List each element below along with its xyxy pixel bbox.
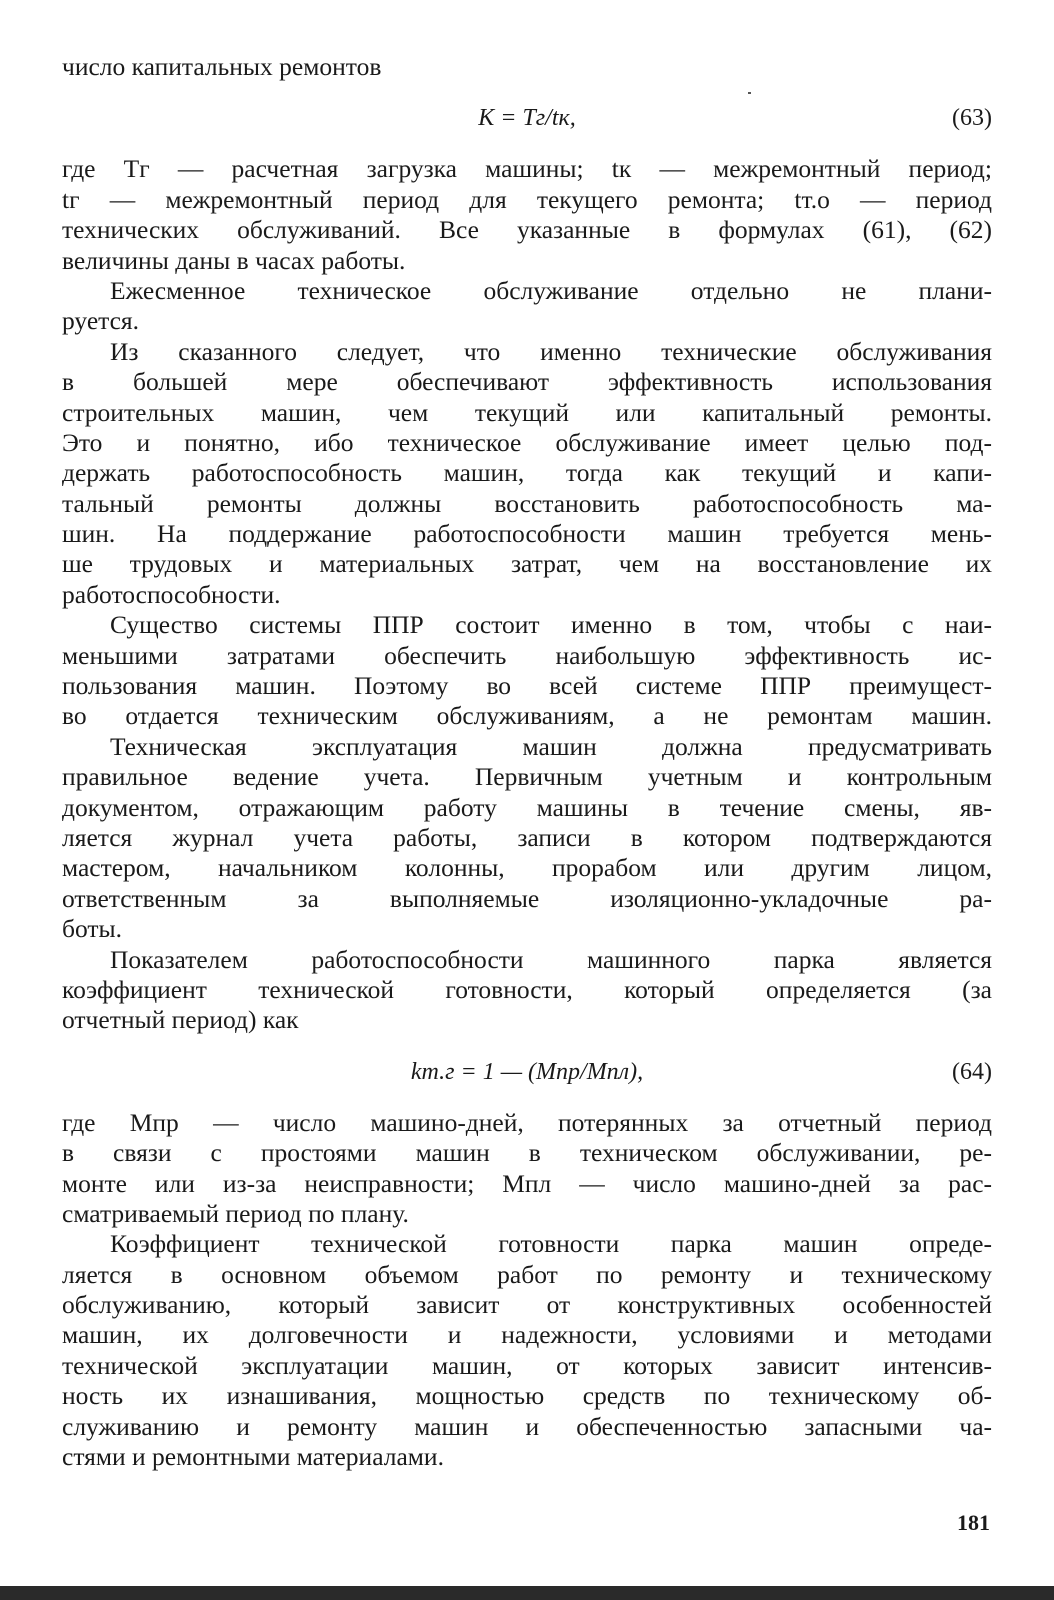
text-line: Коэффициент технической готовности парка машин опреде- — [110, 1229, 992, 1259]
text-line: где Tг — расчетная загрузка машины; tк — межремонтный период; — [62, 154, 992, 184]
text-line: правильное ведение учета. Первичным учетным и контрольным — [62, 762, 992, 792]
page-number: 181 — [957, 1510, 990, 1535]
text-line: Ежесменное техническое обслуживание отдельно не плани- — [110, 275, 992, 305]
text-line: работоспособности. — [62, 579, 281, 609]
formula-64-number: (64) — [952, 1058, 992, 1085]
text-line: ляется журнал учета работы, записи в котором подтверждаются — [62, 822, 992, 852]
text-line: технических обслуживаний. Все указанные в формулах (61), (62) — [62, 215, 992, 245]
formula-63-expression: K = Tг/tк, — [478, 105, 576, 132]
book-page-text — [62, 52, 992, 1472]
text-line: машин, их долговечности и надежности, условиями и методами — [62, 1320, 992, 1350]
paragraph-1 — [62, 154, 992, 276]
text-line: служиванию и ремонту машин и обеспеченностью запасными ча- — [62, 1411, 992, 1441]
formula-64-expression: kт.г = 1 — (Mпр/Mпл), — [410, 1058, 644, 1085]
paragraph-7 — [62, 1108, 992, 1230]
text-line: ляется в основном объемом работ по ремонту и техническому — [62, 1259, 992, 1289]
text-line: шин. На поддержание работоспособности машин требуется мень- — [62, 519, 992, 549]
paragraph-8 — [62, 1229, 992, 1472]
text-line: ше трудовых и материальных затрат, чем на восстановление их — [62, 549, 992, 579]
text-line: технической эксплуатации машин, от которых зависит интенсив- — [62, 1350, 992, 1380]
text-line: ность их изнашивания, мощностью средств по техническому об- — [62, 1381, 992, 1411]
formula-63 — [62, 100, 992, 136]
text-line: сматриваемый период по плану. — [62, 1198, 409, 1228]
text-line: строительных машин, чем текущий или капитальный ремонты. — [62, 397, 992, 427]
text-line: боты. — [62, 914, 123, 944]
paragraph-6 — [62, 945, 992, 1036]
text-line: обслуживанию, который зависит от конструктивных особенностей — [62, 1290, 992, 1320]
text-line: тальный ремонты должны восстановить работоспособность ма- — [62, 488, 992, 518]
text-line: мастером, начальником колонны, прорабом или другим лицом, — [62, 853, 992, 883]
text-line: пользования машин. Поэтому во всей системе ППР преимущест- — [62, 671, 992, 701]
paragraph-2 — [62, 276, 992, 337]
text-line: монте или из-за неисправности; Mпл — число машино-дней за рас- — [62, 1168, 992, 1198]
text-line: tг — межремонтный период для текущего ремонта; tт.о — период — [62, 184, 992, 214]
paragraph-3 — [62, 337, 992, 611]
text-line: где Mпр — число машино-дней, потерянных за отчетный период — [62, 1107, 992, 1137]
text-line: во отдается техническим обслуживаниям, а не ремонтам машин. — [62, 701, 992, 731]
text-line: держать работоспособность машин, тогда как текущий и капи- — [62, 458, 992, 488]
formula-63-number: (63) — [952, 105, 992, 132]
scan-edge-bar — [0, 1586, 1054, 1600]
paragraph-4 — [62, 610, 992, 732]
text-line: в большей мере обеспечивают эффективность использования — [62, 367, 992, 397]
text-line: Это и понятно, ибо техническое обслуживание имеет целью под- — [62, 427, 992, 457]
text-line: в связи с простоями машин в техническом обслуживании, ре- — [62, 1138, 992, 1168]
text-line: коэффициент технической готовности, который определяется (за — [62, 974, 992, 1004]
text-line: меньшими затратами обеспечить наибольшую эффективность ис- — [62, 640, 992, 670]
text-line: Техническая эксплуатация машин должна предусматривать — [110, 731, 992, 761]
intro-line: число капитальных ремонтов — [62, 52, 382, 81]
paragraph-5 — [62, 732, 992, 945]
formula-64 — [62, 1054, 992, 1090]
text-line: стями и ремонтными материалами. — [62, 1442, 444, 1472]
text-line: Показателем работоспособности машинного парка является — [110, 944, 992, 974]
text-line: отчетный период) как — [62, 1005, 299, 1035]
text-line: ответственным за выполняемые изоляционно-укладочные ра- — [62, 883, 992, 913]
text-line: документом, отражающим работу машины в течение смены, яв- — [62, 792, 992, 822]
text-line: Из сказанного следует, что именно технические обслуживания — [110, 336, 992, 366]
text-line: руется. — [62, 306, 140, 336]
text-line: Существо системы ППР состоит именно в том, чтобы с наи- — [110, 610, 992, 640]
text-line: величины даны в часах работы. — [62, 245, 406, 275]
